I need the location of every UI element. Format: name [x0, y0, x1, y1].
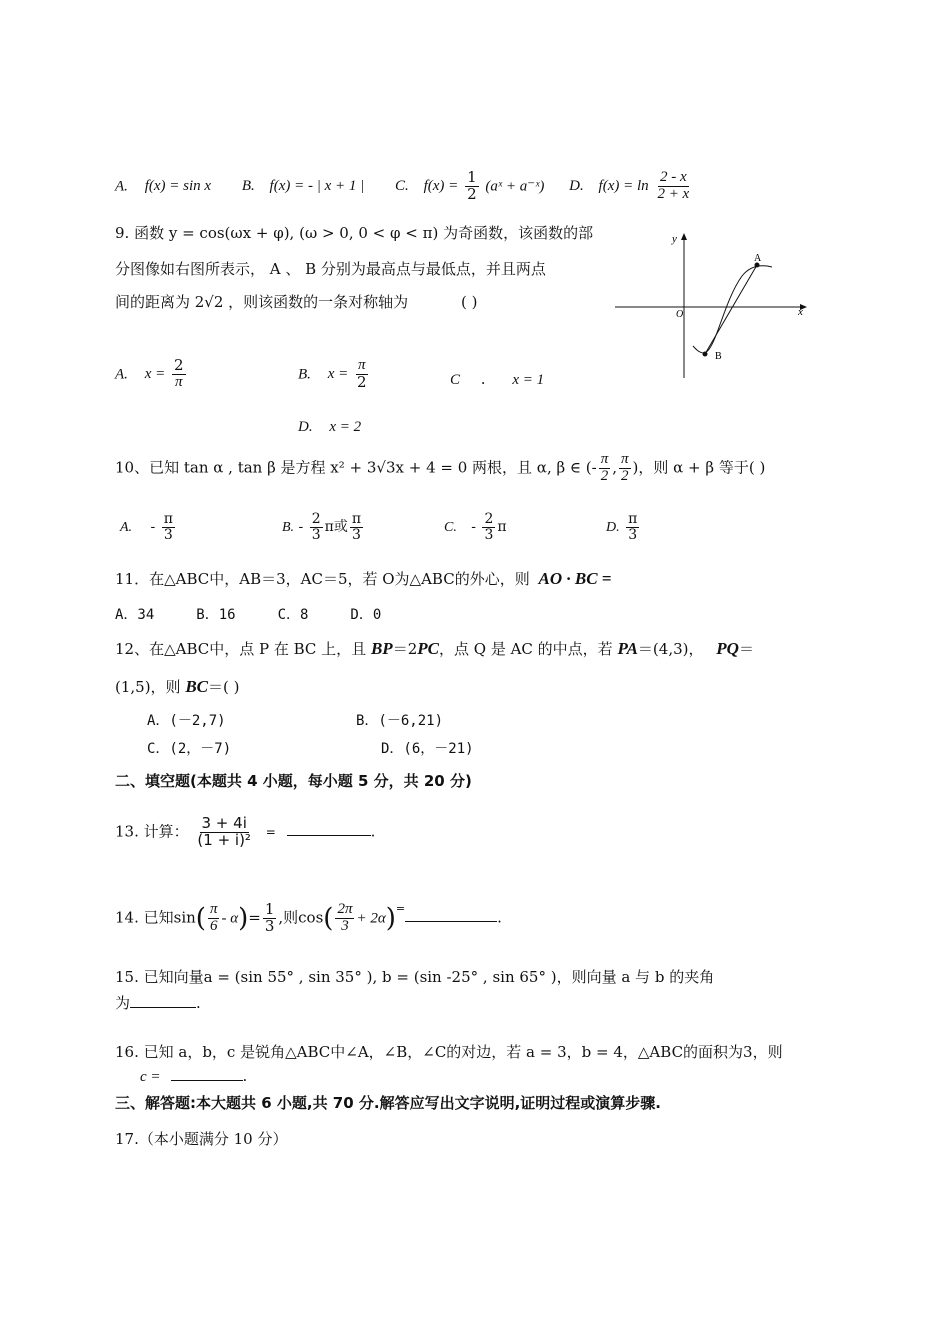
- q10-a-label: A.: [120, 520, 133, 536]
- q13-answer-blank[interactable]: [287, 821, 371, 836]
- q8-c-label: C.: [395, 178, 409, 195]
- q9-line2: 分图像如右图所表示， A 、 B 分别为最高点与最低点，并且两点: [115, 260, 546, 278]
- q14-answer-blank[interactable]: [405, 907, 497, 922]
- q9-line1: 9. 函数 y = cos(ωx + φ), (ω > 0, 0 < φ < π) 为奇函数，该函数的部: [115, 224, 594, 242]
- q14-f2-den: 3: [264, 916, 275, 935]
- q9-opt-c-dot: .: [480, 370, 486, 388]
- chord-line: [705, 265, 757, 354]
- q9-line3: 间的距离为 2√2 ，则该函数的一条对称轴为: [115, 293, 409, 311]
- q10-c-post: π: [497, 519, 507, 536]
- q10-c-num: 2: [484, 511, 494, 527]
- q8-d-fraction: [655, 170, 691, 203]
- q12-line1: [115, 638, 754, 659]
- q12-p5: ＝: [738, 640, 754, 658]
- q10-b-den: 3: [311, 526, 321, 543]
- graph-x-label: x: [798, 306, 803, 318]
- y-axis-arrow-icon: [681, 233, 687, 240]
- section-3-heading: 三、解答题:本大题共 6 小题,共 70 分.解答应写出文字说明,证明过程或演算步骤.: [115, 1094, 661, 1112]
- q8-b-label: B.: [241, 178, 255, 195]
- q10-b-fraction: [310, 512, 323, 542]
- q14-minus: - α: [221, 910, 239, 927]
- q9-opt-a-den: π: [175, 373, 183, 390]
- q8-a-label: A.: [115, 178, 128, 195]
- q8-c-num: 1: [467, 168, 477, 186]
- q12-vec-bp: BP: [370, 639, 393, 658]
- q16-line2: [140, 1066, 247, 1086]
- q10-b-num: 2: [311, 511, 321, 527]
- q13-fraction: [195, 816, 253, 849]
- q16-line2-post: .: [242, 1067, 248, 1085]
- q12-line2: [115, 676, 240, 697]
- q10-pre: 10、已知 tan α , tan β 是方程 x² + 3√3x + 4 = 0 两根，且 α, β ∈ (-: [115, 458, 597, 477]
- q8-d-pre: f(x) = ln: [598, 178, 649, 195]
- graph-origin-label: O: [676, 309, 684, 320]
- q9-opt-d-label: D.: [298, 419, 313, 435]
- q9-opt-b-pre: x =: [327, 366, 349, 383]
- q10-opt-c: [444, 512, 507, 542]
- q8-c-pre: f(x) =: [423, 178, 459, 195]
- q14-pre: 14. 已知: [115, 908, 174, 927]
- q12-p3: ，点 Q 是 AC 的中点，若: [438, 640, 613, 658]
- q14-post: .: [497, 908, 502, 927]
- q10-a-fraction: [162, 512, 175, 542]
- q9-opt-b-den: 2: [357, 372, 367, 391]
- q9-opt-b-fraction: [355, 358, 369, 391]
- q15-answer-blank[interactable]: [130, 993, 196, 1008]
- q8-c-fraction: [465, 170, 479, 203]
- point-b: [703, 352, 708, 357]
- q12-l2b: ＝( ): [208, 678, 240, 696]
- q9-opt-b-label: B.: [298, 366, 311, 383]
- q14-eq: =: [248, 908, 261, 927]
- q14-eq2: =: [395, 902, 406, 915]
- q10-b-sign: -: [298, 519, 304, 536]
- q12-p2: ＝2: [392, 640, 418, 658]
- q11-stem: [115, 568, 611, 589]
- q9-opt-b: [298, 358, 371, 391]
- q8-b-body: f(x) = - | x + 1 |: [269, 178, 365, 195]
- q13-den: (1 + i)²: [197, 830, 251, 849]
- q17-title: 17.（本小题满分 10 分）: [115, 1130, 288, 1148]
- q15-line2-post: .: [196, 994, 201, 1012]
- q11-options: A．34 B．16 C．8 D．0: [115, 607, 382, 623]
- q12-p1: 12、在△ABC中，点 P 在 BC 上，且: [115, 640, 367, 658]
- q10-b-mid: π或: [324, 519, 348, 536]
- q12-vec-bc: BC: [185, 677, 209, 696]
- q16-line2-pre: c =: [140, 1069, 161, 1085]
- q10-frac1: [599, 452, 611, 485]
- q8-d-label: D.: [569, 178, 584, 195]
- q8-options: [115, 170, 693, 203]
- q10-f2-den: 2: [621, 467, 629, 484]
- q13-num: 3 + 4i: [201, 814, 247, 832]
- q10-a-den: 3: [163, 526, 173, 543]
- q10-b-fraction2: [350, 512, 363, 542]
- graph-a-label: A: [754, 253, 762, 264]
- q9-line3-wrap: [115, 291, 477, 312]
- q12-opt-c: C．(2，－7): [147, 741, 232, 757]
- q14-frac2: [263, 902, 277, 935]
- q14-f1-num: π: [209, 901, 218, 917]
- q10-a-sign: -: [150, 519, 156, 536]
- q10-b-num2: π: [351, 511, 362, 527]
- q12-opt-d: D．(6，－21): [381, 741, 474, 757]
- q12-vec-pq: PQ: [716, 639, 739, 658]
- q12-p4: ＝(4,3)，: [637, 640, 704, 658]
- q14-f1-den: 6: [209, 917, 218, 934]
- q15-line1: 15. 已知向量a = (sin 55° , sin 35° ), b = (sin -25° , sin 65° )，则向量 a 与 b 的夹角: [115, 968, 715, 986]
- q10-d-fraction: [626, 512, 639, 542]
- q12-l2a: (1,5)，则: [115, 678, 181, 696]
- q14-frac1: [208, 902, 220, 935]
- q15-line2: [115, 992, 201, 1013]
- q13-post: .: [370, 822, 376, 841]
- q12-opt-a: A．(－2,7): [147, 713, 226, 729]
- q16-line1: 16. 已知 a，b，c 是锐角△ABC中∠A，∠B，∠C的对边，若 a = 3，b = 4，△ABC的面积为3，则: [115, 1043, 783, 1061]
- q9-opt-d-body: x = 2: [329, 419, 362, 435]
- q10-c-label: C.: [444, 520, 457, 536]
- q12-opt-b: B．(－6,21): [356, 713, 444, 729]
- q10-frac2: [619, 452, 631, 485]
- q8-d-den: 2 + x: [657, 185, 690, 202]
- q10-c-den: 3: [484, 526, 494, 543]
- q10-f1-num: π: [600, 451, 609, 467]
- q9-graph: [610, 228, 810, 383]
- q9-opt-c: [450, 370, 544, 389]
- q8-c-den: 2: [467, 184, 477, 203]
- q9-answer-paren: ( ): [460, 293, 478, 311]
- q9-opt-d: [298, 417, 361, 436]
- graph-b-label: B: [715, 351, 722, 362]
- q10-opt-b: [282, 512, 365, 542]
- q10-c-sign: -: [471, 519, 477, 536]
- q10-d-den: 3: [628, 526, 638, 543]
- q14-f3-num: 2π: [337, 901, 353, 917]
- section-2-heading: 二、填空题(本题共 4 小题，每小题 5 分，共 20 分): [115, 772, 472, 790]
- q9-opt-c-body: x = 1: [512, 372, 545, 388]
- q9-opt-a-fraction: [172, 358, 186, 391]
- q16-answer-blank[interactable]: [171, 1066, 243, 1081]
- q14-cos: cos: [298, 908, 324, 927]
- q14-frac3: [335, 902, 354, 935]
- q14-plus: + 2α: [356, 910, 386, 927]
- q8-a-body: f(x) = sin x: [144, 178, 212, 195]
- q10-d-num: π: [628, 511, 638, 527]
- q10-stem: [115, 452, 765, 485]
- q11-vector-expr: AO · BC =: [538, 569, 612, 588]
- q14-then: ,则: [278, 908, 299, 927]
- q9-opt-b-num: π: [358, 357, 366, 373]
- q10-b-den2: 3: [351, 526, 361, 543]
- graph-y-label: y: [672, 233, 677, 245]
- q12-vec-pc: PC: [417, 639, 439, 658]
- q14: 14. 已知sin( $\frac{\pi}{6}$ - α)= $\frac{1}{3}$ ,则cos( $\frac{2\pi}{3}$ + 2α)= .: [115, 900, 502, 935]
- sine-curve: [693, 266, 772, 353]
- q10-f2-num: π: [621, 451, 629, 467]
- q10-opt-a: [120, 512, 177, 542]
- q9-opt-a-label: A.: [115, 366, 128, 383]
- q10-f1-den: 2: [600, 467, 609, 484]
- q9-opt-a-num: 2: [174, 356, 184, 374]
- q14-f3-den: 3: [341, 917, 349, 934]
- q12-vec-pa: PA: [617, 639, 638, 658]
- q9-opt-a: [115, 358, 188, 391]
- q10-comma: ,: [612, 458, 618, 477]
- q10-opt-d: [606, 512, 641, 542]
- q10-b-label: B.: [282, 520, 295, 536]
- q10-a-num: π: [163, 511, 173, 527]
- q13: [115, 816, 375, 849]
- q14-sin: sin: [173, 908, 196, 927]
- q13-eq: =: [265, 825, 276, 840]
- q9-opt-a-pre: x =: [144, 366, 166, 383]
- q8-d-num: 2 - x: [660, 169, 687, 185]
- q10-post: )，则 α + β 等于( ): [632, 458, 766, 477]
- q10-c-fraction: [482, 512, 495, 542]
- q13-pre: 13. 计算：: [115, 822, 189, 841]
- q8-c-post: (aˣ + a⁻ˣ): [485, 178, 545, 195]
- q9-opt-c-label: C: [450, 372, 461, 388]
- q11-text: 11．在△ABC中，AB＝3，AC＝5，若 O为△ABC的外心，则: [115, 570, 530, 588]
- q15-line2-pre: 为: [115, 994, 131, 1012]
- q14-f2-num: 1: [264, 900, 275, 918]
- q10-d-label: D.: [606, 520, 620, 536]
